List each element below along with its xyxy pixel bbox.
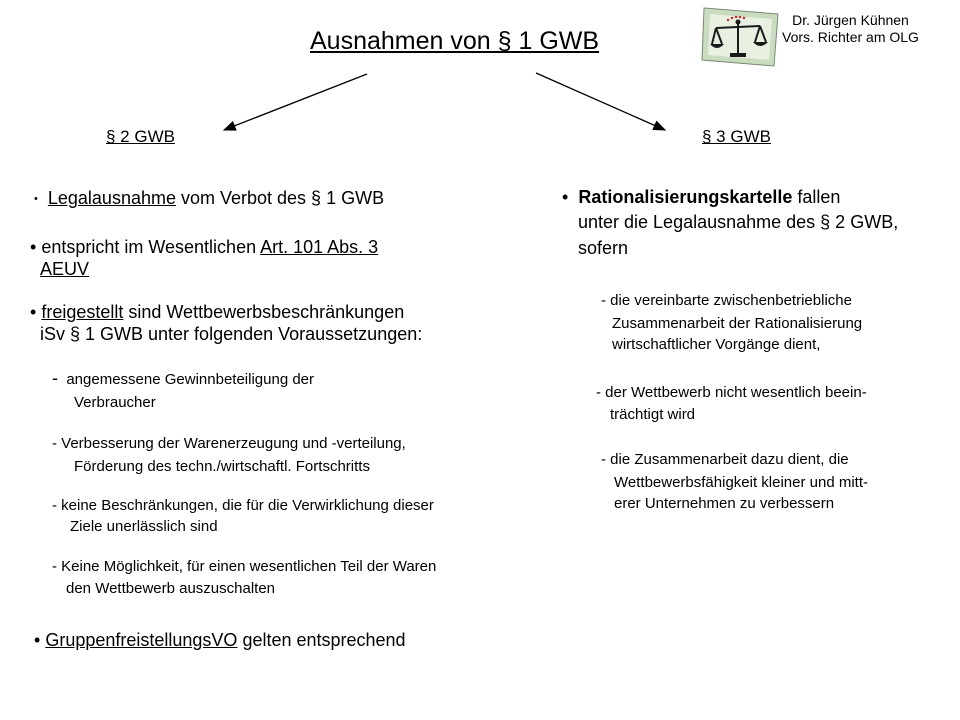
right-bullet-1-line-3: sofern <box>578 238 629 258</box>
author-name: Dr. Jürgen Kühnen <box>792 12 909 28</box>
condition-text: angemessene Gewinnbeteiligung der <box>66 371 315 388</box>
right-condition-1-line-2: Zusammenarbeit der Rationalisierung <box>612 315 863 332</box>
page-title: Ausnahmen von § 1 GWB <box>310 27 600 55</box>
condition-3-line-2: Ziele unerlässlich sind <box>70 518 218 535</box>
right-condition-2: - der Wettbewerb nicht wesentlich beein- <box>596 384 867 401</box>
bullet: • <box>30 302 37 322</box>
condition-4: - Keine Möglichkeit, für einen wesentlichen Teil der Waren <box>52 558 437 575</box>
bullet-text: gelten entsprechend <box>237 630 406 650</box>
right-condition-3-line-3: erer Unternehmen zu verbessern <box>614 495 835 512</box>
bullet-text: vom Verbot des § 1 GWB <box>175 188 385 208</box>
condition-4-line-2: den Wettbewerb auszuschalten <box>66 580 276 597</box>
left-heading: § 2 GWB <box>106 127 175 146</box>
right-heading: § 3 GWB <box>702 127 771 146</box>
arrow-right <box>536 73 665 130</box>
bullet: • <box>34 193 38 205</box>
left-bullet-2 <box>30 236 378 258</box>
right-bullet-1-line-2: unter die Legalausnahme des § 2 GWB, <box>578 212 899 232</box>
author-block <box>782 12 919 46</box>
left-bullet-3-line-2: iSv § 1 GWB unter folgenden Voraussetzungen: <box>40 324 423 344</box>
term-freigestellt: freigestellt <box>41 302 124 322</box>
left-bullet-4 <box>34 629 406 651</box>
condition-2: - Verbesserung der Warenerzeugung und -verteilung, <box>52 435 406 452</box>
term-legalausnahme: Legalausnahme <box>47 188 176 208</box>
right-condition-1: - die vereinbarte zwischenbetriebliche <box>601 292 852 309</box>
bullet-text: fallen <box>792 187 841 207</box>
term-rationalisierungskartelle: Rationalisierungskartelle <box>578 187 793 207</box>
dash: - <box>52 368 58 388</box>
term-gruppenfreistellungsvo: GruppenfreistellungsVO <box>45 630 238 650</box>
left-bullet-1 <box>34 187 384 210</box>
bullet: • <box>30 237 37 257</box>
left-bullet-3 <box>30 301 404 323</box>
ref-art-101: Art. 101 Abs. 3 <box>260 237 379 257</box>
author-position: Vors. Richter am OLG <box>782 29 919 45</box>
right-condition-3: - die Zusammenarbeit dazu dient, die <box>601 451 849 468</box>
ref-aeuv: AEUV <box>40 259 90 279</box>
bullet: • <box>34 630 41 650</box>
condition-2-line-2: Förderung des techn./wirtschaftl. Fortschritts <box>74 458 370 475</box>
right-bullet-1 <box>562 186 840 208</box>
right-condition-3-line-2: Wettbewerbsfähigkeit kleiner und mitt- <box>614 474 869 491</box>
right-condition-1-line-3: wirtschaftlicher Vorgänge dient, <box>612 336 821 353</box>
condition-3: - keine Beschränkungen, die für die Verwirklichung dieser <box>52 497 434 514</box>
scales-of-justice-logo <box>700 6 780 68</box>
condition-1-line-2: Verbraucher <box>74 394 156 411</box>
bullet-text: entspricht im Wesentlichen <box>41 237 261 257</box>
right-condition-2-line-2: trächtigt wird <box>610 406 696 423</box>
condition-1 <box>52 368 314 390</box>
arrow-left <box>224 74 367 130</box>
bullet: • <box>562 187 569 207</box>
bullet-text: sind Wettbewerbsbeschränkungen <box>123 302 405 322</box>
